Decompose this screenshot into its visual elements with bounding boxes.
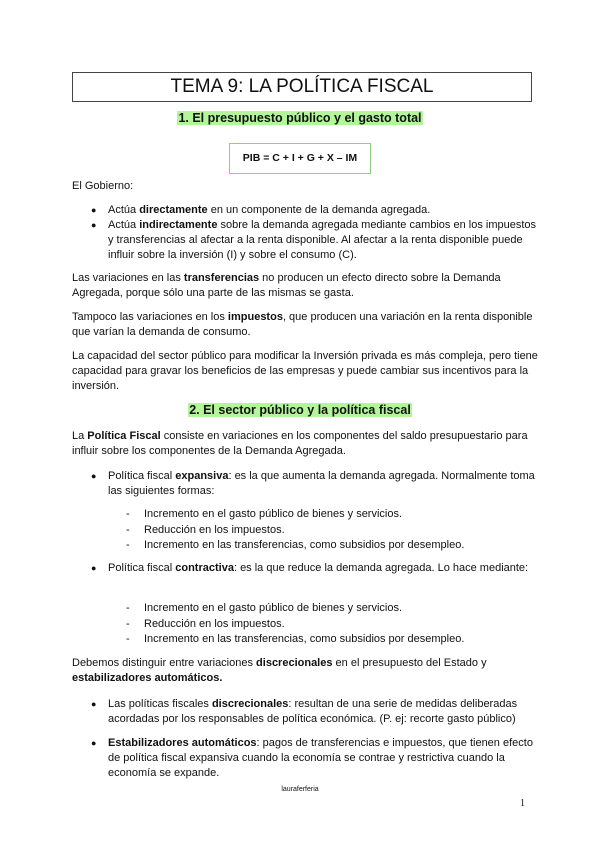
bullet-icon: ●	[91, 563, 97, 573]
list-item: - Incremento en el gasto público de bienes y servicios.	[144, 601, 544, 617]
bullet-icon: ●	[91, 738, 97, 748]
footer-author: lauraferferia	[281, 786, 319, 793]
list-item: ● Actúa directamente en un componente de la demanda agregada.	[91, 204, 431, 216]
section-1-heading	[0, 111, 600, 125]
page-number: 1	[520, 798, 525, 809]
document-title: TEMA 9: LA POLÍTICA FISCAL	[72, 72, 532, 102]
section-2-heading	[0, 403, 600, 417]
list-item: - Reducción en los impuestos.	[144, 523, 544, 539]
bullet-icon: ●	[91, 220, 97, 230]
list-item: - Incremento en las transferencias, como subsidios por desempleo.	[144, 538, 544, 554]
section-2-heading-text: 2. El sector público y la política fiscal	[189, 403, 411, 417]
paragraph: Debemos distinguir entre variaciones discrecionales en el presupuesto del Estado y estabilizadores automáticos.	[72, 657, 487, 684]
paragraph: Tampoco las variaciones en los impuestos, que producen una variación en la renta disponible que varían la demanda de consumo.	[72, 311, 533, 338]
section-1-heading-text: 1. El presupuesto público y el gasto total	[178, 111, 422, 125]
paragraph: La Política Fiscal consiste en variaciones en los componentes del saldo presupuestario para influir sobre los componentes de la Demanda Agregada.	[72, 430, 528, 457]
bullet-icon: ●	[91, 699, 97, 709]
dash-list	[144, 507, 544, 554]
list-item: ● Actúa indirectamente sobre la demanda agregada mediante cambios en los impuestos y transferencias al afectar a la renta disponible. Al afectar a la renta disponible puede influir sobre la inversión (I) y sobre el consumo (C).	[91, 219, 537, 261]
list-item: ● Estabilizadores automáticos: pagos de transferencias e impuestos, que tienen efecto de política fiscal expansiva cuando la economía se contrae y restrictiva cuando la economía se expande.	[91, 737, 533, 779]
list-item: - Incremento en el gasto público de bienes y servicios.	[144, 507, 544, 523]
list-item-contractiva: ● Política fiscal contractiva: es la que reduce la demanda agregada. Lo hace mediante:	[91, 562, 529, 574]
list-item: - Reducción en los impuestos.	[144, 617, 544, 633]
paragraph-intro: El Gobierno:	[72, 180, 134, 192]
dash-list	[144, 601, 544, 648]
list-item: - Incremento en las transferencias, como subsidios por desempleo.	[144, 632, 544, 648]
formula-box: PIB = C + I + G + X – IM	[229, 143, 371, 174]
list-item-expansiva: ● Política fiscal expansiva: es la que aumenta la demanda agregada. Normalmente toma las siguientes formas:	[91, 470, 535, 497]
list-item: ● Las políticas fiscales discrecionales: resultan de una serie de medidas deliberadas acordadas por los responsables de política económica. (P. ej: recorte gasto público)	[91, 698, 518, 725]
paragraph: La capacidad del sector público para modificar la Inversión privada es más compleja, pero tiene capacidad para gravar los beneficios de las empresas y puede cambiar sus incentivos para la inversión.	[72, 350, 538, 392]
paragraph: Las variaciones en las transferencias no producen un efecto directo sobre la Demanda Agregada, porque sólo una parte de las mismas se gasta.	[72, 272, 501, 299]
bullet-icon: ●	[91, 205, 97, 215]
bullet-icon: ●	[91, 471, 97, 481]
